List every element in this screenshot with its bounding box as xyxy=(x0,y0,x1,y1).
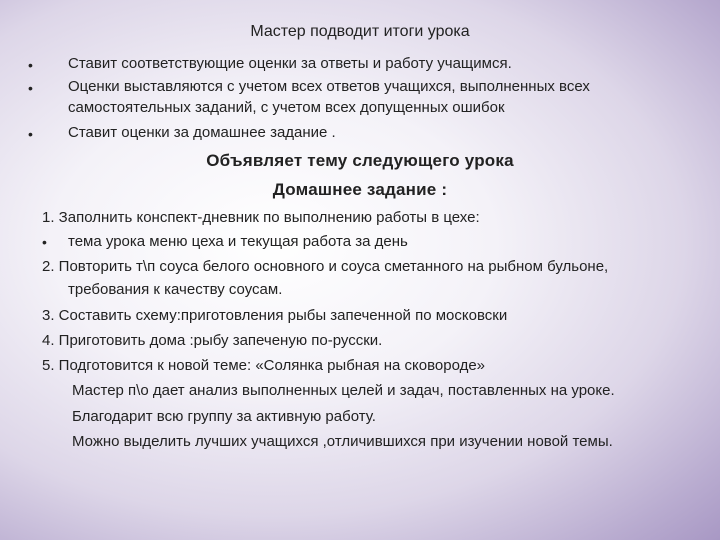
slide-title: Мастер подводит итоги урока xyxy=(250,23,470,40)
homework-item-5: 5. Подготовится к новой теме: «Солянка рыбная на сковороде» xyxy=(42,357,486,374)
bullet-marker: • xyxy=(28,80,33,96)
homework-item-1: 1. Заполнить конспект-дневник по выполнению работы в цехе: xyxy=(42,209,480,226)
homework-subitem: тема урока меню цеха и текущая работа за день xyxy=(68,233,408,250)
summary-item-grades: Ставит соответствующие оценки за ответы и работу учащимся. xyxy=(68,55,512,72)
next-topic-heading: Объявляет тему следующего урока xyxy=(206,151,514,170)
homework-heading: Домашнее задание : xyxy=(272,180,448,199)
bullet-marker: • xyxy=(28,126,33,142)
summary-item-criteria: Оценки выставляются с учетом всех ответов учащихся, выполненных всех xyxy=(68,78,590,95)
homework-item-2: 2. Повторить т\п соуса белого основного и соуса сметанного на рыбном бульоне, xyxy=(42,258,609,275)
closing-line-analysis: Мастер п\о дает анализ выполненных целей и задач, поставленных на уроке. xyxy=(72,382,615,399)
summary-item-criteria-cont: самостоятельных заданий, с учетом всех допущенных ошибок xyxy=(68,99,505,116)
bullet-marker: • xyxy=(28,57,33,73)
homework-item-4: 4. Приготовить дома :рыбу запеченую по-русски. xyxy=(42,332,383,349)
summary-item-homework-grades: Ставит оценки за домашнее задание . xyxy=(68,124,336,141)
bullet-marker: • xyxy=(42,234,47,250)
homework-item-3: 3. Составить схему:приготовления рыбы запеченной по московски xyxy=(42,307,508,324)
closing-line-best-students: Можно выделить лучших учащихся ,отличившихся при изучении новой темы. xyxy=(72,433,613,450)
closing-line-thanks: Благодарит всю группу за активную работу. xyxy=(72,408,376,425)
homework-item-2-cont: требования к качеству соусам. xyxy=(68,281,283,298)
